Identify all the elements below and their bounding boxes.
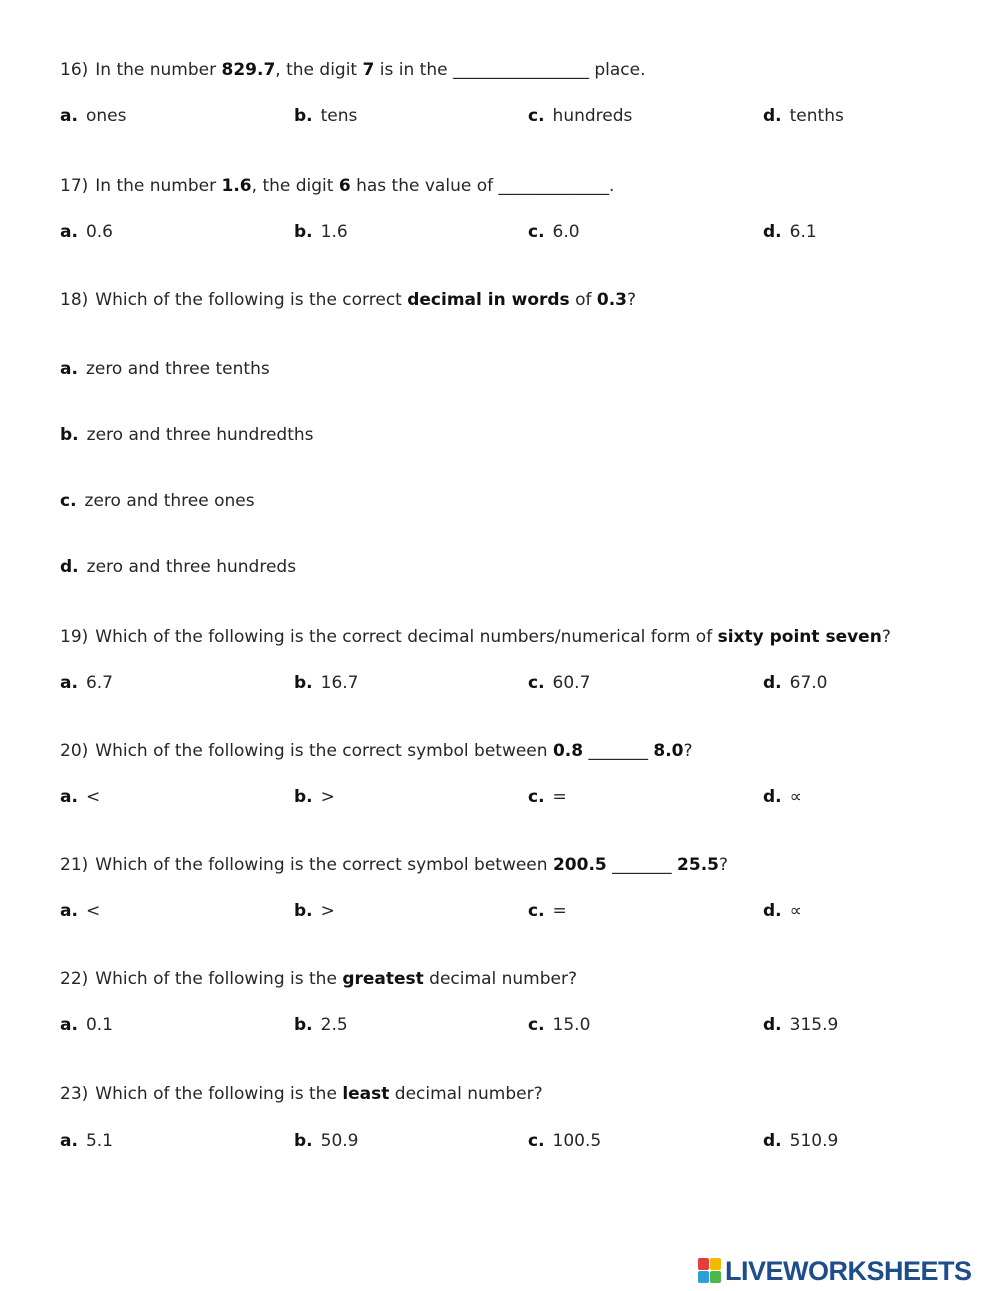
answer-option-d[interactable] [763, 1014, 838, 1036]
option-text: 50.9 [320, 1131, 359, 1151]
question-text: _______ [606, 855, 678, 875]
answer-option-d[interactable] [60, 556, 296, 578]
answer-option-a[interactable] [60, 1014, 113, 1036]
option-text: tenths [789, 106, 844, 126]
option-letter: a. [60, 673, 78, 693]
question-text: Which of the following is the correct symbol between [95, 855, 553, 875]
question-emphasis: least [342, 1084, 390, 1104]
answer-option-b[interactable] [294, 1130, 359, 1152]
option-text: 0.1 [85, 1015, 113, 1035]
option-letter: a. [60, 359, 78, 379]
question-20 [60, 740, 693, 762]
question-number: 23) [60, 1084, 89, 1104]
question-text: Which of the following is the correct symbol between [95, 741, 553, 761]
answer-option-a[interactable] [60, 358, 270, 380]
option-letter: d. [763, 673, 782, 693]
question-text: Which of the following is the correct decimal numbers/numerical form of [95, 627, 718, 647]
option-letter: c. [528, 1015, 545, 1035]
answer-option-b[interactable] [294, 900, 335, 922]
question-emphasis: greatest [342, 969, 424, 989]
question-text: Which of the following is the correct [95, 290, 408, 310]
option-letter: c. [528, 222, 545, 242]
answer-option-a[interactable] [60, 672, 113, 694]
answer-option-b[interactable] [294, 672, 359, 694]
option-text: 6.1 [789, 222, 817, 242]
option-letter: b. [294, 1015, 313, 1035]
question-text: decimal number? [423, 969, 577, 989]
option-text: 315.9 [789, 1015, 839, 1035]
question-emphasis: 0.8 [552, 741, 584, 761]
option-text: 510.9 [789, 1131, 839, 1151]
answer-option-c[interactable] [528, 900, 567, 922]
option-letter: a. [60, 1131, 78, 1151]
question-number: 20) [60, 741, 89, 761]
answer-option-d[interactable] [763, 105, 844, 127]
answer-option-a[interactable] [60, 900, 100, 922]
answer-option-a[interactable] [60, 221, 113, 243]
question-22 [60, 968, 577, 990]
question-number: 16) [60, 60, 89, 80]
answer-option-a[interactable] [60, 786, 100, 808]
answer-option-c[interactable] [528, 221, 580, 243]
question-19 [60, 626, 891, 648]
option-letter: b. [294, 222, 313, 242]
question-emphasis: 7 [362, 60, 375, 80]
question-emphasis: sixty point seven [717, 627, 882, 647]
question-text: ? [627, 290, 637, 310]
answer-option-b[interactable] [60, 424, 313, 446]
answer-option-c[interactable] [528, 672, 590, 694]
answer-option-b[interactable] [294, 105, 357, 127]
option-text: = [552, 787, 567, 807]
option-letter: b. [294, 901, 313, 921]
question-emphasis: 1.6 [221, 176, 252, 196]
option-letter: d. [60, 557, 79, 577]
option-letter: a. [60, 106, 78, 126]
option-letter: c. [528, 787, 545, 807]
option-text: 1.6 [320, 222, 348, 242]
option-letter: c. [528, 901, 545, 921]
option-text: ∝ [789, 787, 802, 807]
option-text: 16.7 [320, 673, 359, 693]
option-text: ones [85, 106, 127, 126]
logo-text: LIVEWORKSHEETS [725, 1255, 972, 1286]
answer-option-a[interactable] [60, 1130, 113, 1152]
option-text: 67.0 [789, 673, 828, 693]
question-text: Which of the following is the [95, 1084, 343, 1104]
option-text: 60.7 [552, 673, 591, 693]
option-text: ∝ [789, 901, 802, 921]
option-letter: b. [294, 787, 313, 807]
option-letter: c. [528, 106, 545, 126]
option-letter: a. [60, 222, 78, 242]
question-text: In the number [95, 176, 222, 196]
option-text: 15.0 [552, 1015, 591, 1035]
question-number: 19) [60, 627, 89, 647]
option-text: 6.7 [85, 673, 113, 693]
option-letter: c. [528, 1131, 545, 1151]
question-text: , the digit [275, 60, 363, 80]
answer-option-a[interactable] [60, 105, 126, 127]
question-text: In the number [95, 60, 222, 80]
answer-option-c[interactable] [528, 1130, 601, 1152]
option-text: = [552, 901, 567, 921]
option-text: zero and three tenths [85, 359, 270, 379]
option-letter: c. [528, 673, 545, 693]
option-text: 5.1 [85, 1131, 113, 1151]
question-text: , the digit [251, 176, 339, 196]
option-letter: d. [763, 1015, 782, 1035]
question-emphasis: 8.0 [653, 741, 684, 761]
question-number: 17) [60, 176, 89, 196]
option-text: < [85, 901, 101, 921]
option-text: zero and three hundredths [86, 425, 314, 445]
option-text: < [85, 787, 101, 807]
option-letter: b. [294, 673, 313, 693]
option-text: zero and three hundreds [86, 557, 297, 577]
question-emphasis: 0.3 [596, 290, 628, 310]
option-letter: d. [763, 222, 782, 242]
question-text: ? [881, 627, 891, 647]
question-text: ? [683, 741, 693, 761]
answer-option-b[interactable] [294, 221, 348, 243]
answer-option-c[interactable] [528, 1014, 590, 1036]
option-text: 6.0 [552, 222, 580, 242]
option-letter: c. [60, 491, 77, 511]
question-23 [60, 1083, 543, 1105]
question-emphasis: 200.5 [552, 855, 607, 875]
option-letter: d. [763, 901, 782, 921]
answer-option-c[interactable] [528, 786, 567, 808]
answer-option-d[interactable] [763, 221, 817, 243]
logo-mark-icon [698, 1258, 722, 1284]
question-text: has the value of _____________. [350, 176, 615, 196]
question-16 [60, 59, 646, 81]
question-emphasis: 25.5 [677, 855, 719, 875]
option-text: > [320, 901, 335, 921]
question-18 [60, 289, 636, 311]
question-number: 21) [60, 855, 89, 875]
question-emphasis: decimal in words [407, 290, 570, 310]
question-text: decimal number? [389, 1084, 543, 1104]
question-text: is in the ________________ place. [374, 60, 646, 80]
option-letter: b. [294, 1131, 313, 1151]
option-letter: b. [60, 425, 79, 445]
answer-option-d[interactable] [763, 1130, 838, 1152]
question-number: 18) [60, 290, 89, 310]
answer-option-c[interactable] [528, 105, 632, 127]
option-letter: a. [60, 787, 78, 807]
option-letter: d. [763, 1131, 782, 1151]
option-text: zero and three ones [84, 491, 255, 511]
question-number: 22) [60, 969, 89, 989]
answer-option-d[interactable] [763, 900, 802, 922]
question-emphasis: 6 [338, 176, 351, 196]
answer-option-d[interactable] [763, 786, 802, 808]
question-text: ? [719, 855, 729, 875]
answer-option-b[interactable] [294, 1014, 348, 1036]
option-text: 0.6 [85, 222, 113, 242]
answer-option-b[interactable] [294, 786, 335, 808]
option-letter: d. [763, 787, 782, 807]
answer-option-c[interactable] [60, 490, 255, 512]
option-text: 2.5 [320, 1015, 348, 1035]
question-21 [60, 854, 728, 876]
option-letter: a. [60, 901, 78, 921]
option-text: hundreds [552, 106, 633, 126]
question-17 [60, 175, 614, 197]
option-letter: a. [60, 1015, 78, 1035]
question-text: of [569, 290, 597, 310]
liveworksheets-logo [698, 1256, 972, 1286]
option-text: > [320, 787, 335, 807]
option-letter: d. [763, 106, 782, 126]
option-text: tens [320, 106, 358, 126]
question-text: _______ [583, 741, 654, 761]
question-emphasis: 829.7 [221, 60, 276, 80]
answer-option-d[interactable] [763, 672, 828, 694]
option-text: 100.5 [552, 1131, 602, 1151]
question-text: Which of the following is the [95, 969, 343, 989]
option-letter: b. [294, 106, 313, 126]
